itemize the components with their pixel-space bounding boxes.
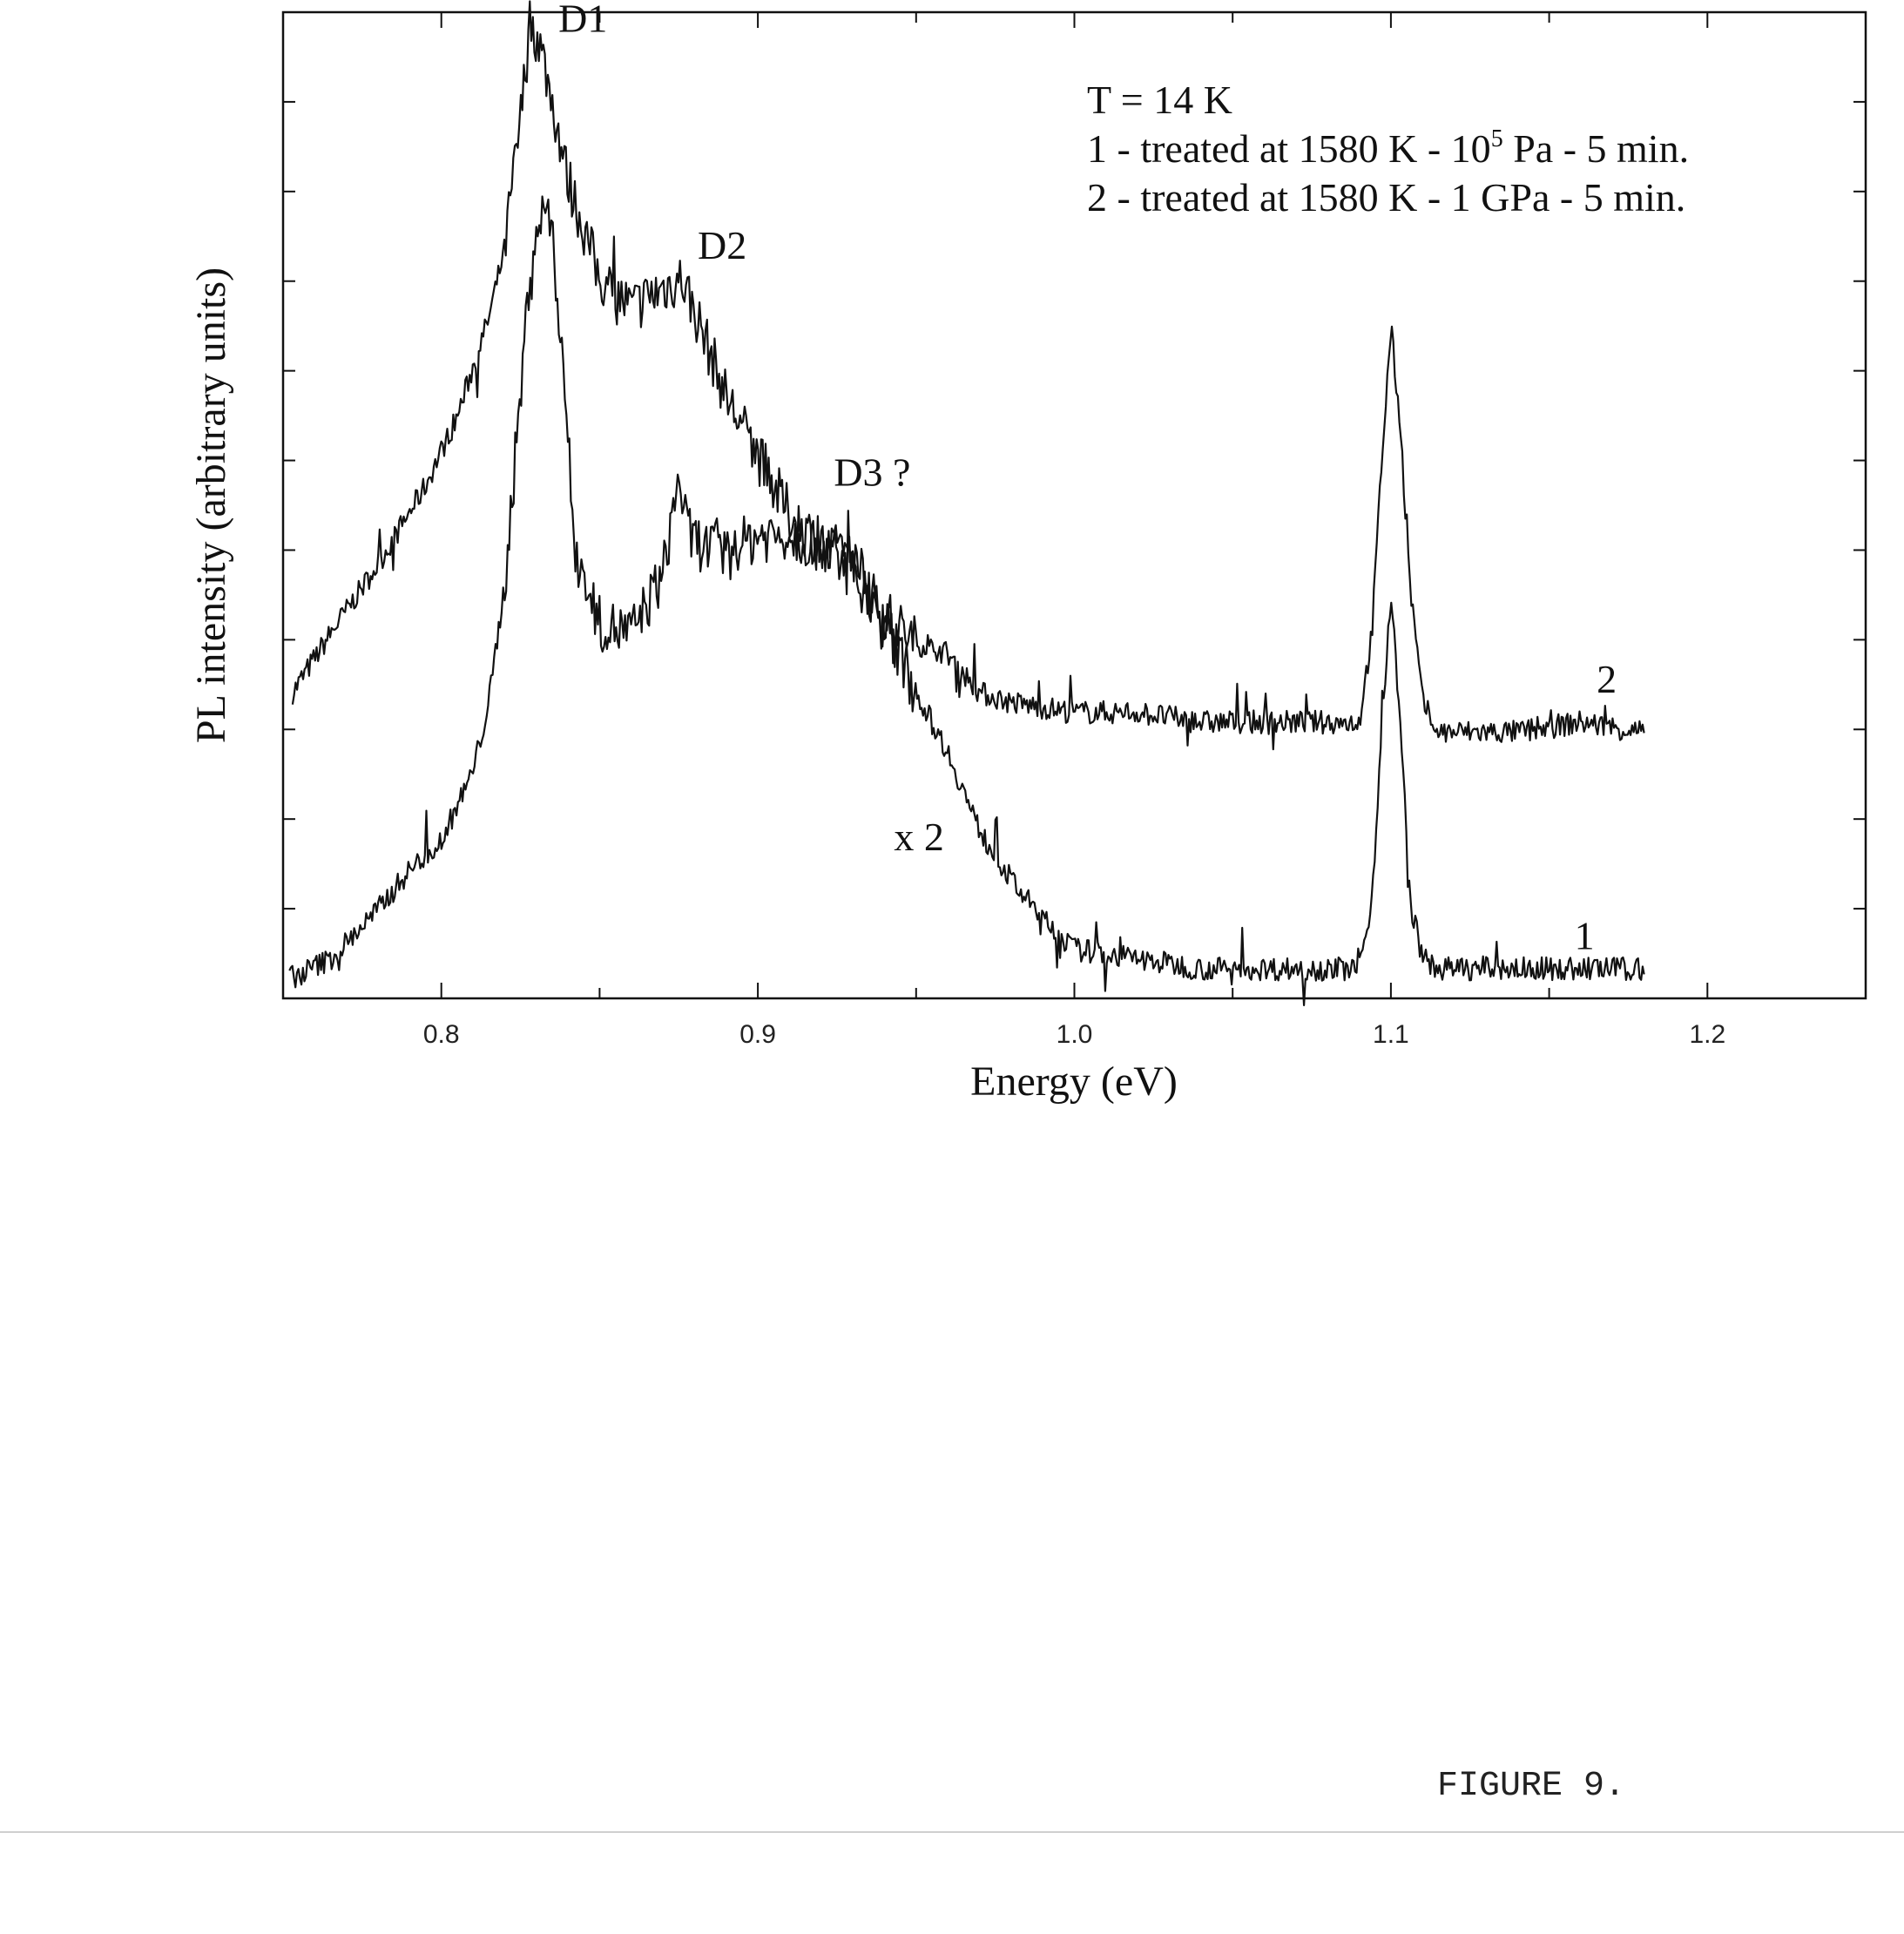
x-tick-label: 0.9 bbox=[739, 1020, 776, 1049]
legend-entry: 1 - treated at 1580 K - $10^5$ Pa - 5 min. bbox=[1087, 125, 1690, 171]
legend-entry: 2 - treated at 1580 K - 1 GPa - 5 min. bbox=[1087, 175, 1686, 220]
x-tick-label: 0.8 bbox=[422, 1020, 460, 1049]
annotation-label: D3 ? bbox=[834, 450, 911, 495]
legend bbox=[1087, 78, 1689, 220]
series-line-2 bbox=[293, 2, 1644, 750]
x-tick-labels bbox=[423, 1020, 1725, 1049]
annotation-label: 1 bbox=[1574, 913, 1595, 958]
x-axis-title: Energy (eV) bbox=[970, 1058, 1178, 1105]
annotation-label: D2 bbox=[698, 223, 747, 267]
legend-entry: T = 14 K bbox=[1087, 78, 1232, 122]
page-rule bbox=[0, 1831, 1904, 1833]
annotation-label: D1 bbox=[558, 0, 608, 41]
figure-caption: FIGURE 9. bbox=[1437, 1767, 1626, 1806]
x-tick-label: 1.2 bbox=[1689, 1020, 1726, 1049]
x-tick-label: 1.0 bbox=[1056, 1020, 1093, 1049]
annotation-label: 2 bbox=[1597, 657, 1617, 702]
annotation-label: x 2 bbox=[894, 815, 944, 860]
x-tick-label: 1.1 bbox=[1373, 1020, 1409, 1049]
series-line-1 bbox=[289, 197, 1644, 1005]
y-axis-title: PL intensity (arbitrary units) bbox=[188, 267, 234, 744]
